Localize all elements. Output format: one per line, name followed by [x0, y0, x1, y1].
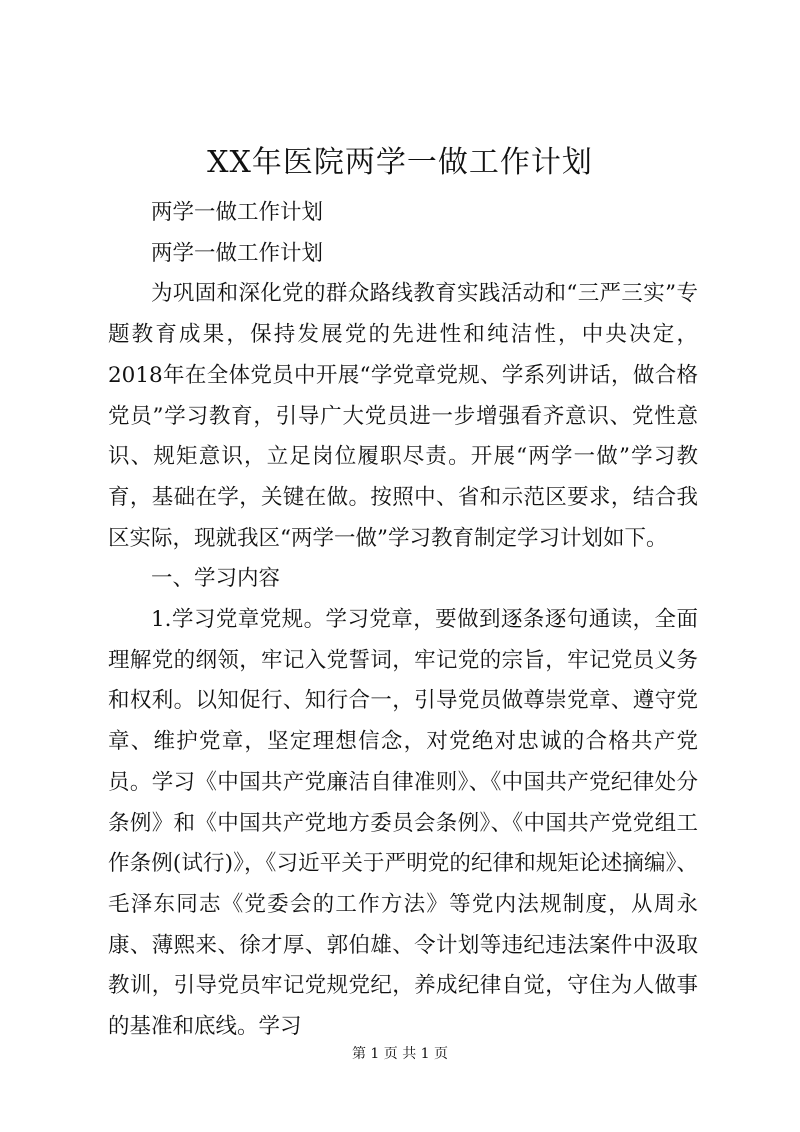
- paragraph-subtitle-2: 两学一做工作计划: [151, 240, 324, 266]
- section-heading-study-content: 一、学习内容: [151, 566, 281, 592]
- paragraph-intro: 为巩固和深化党的群众路线教育实践活动和“三严三实”专题教育成果，保持发展党的先进性和纯洁性，中央决定，2018年在全体党员中开展“学党章党规、学系列讲话，做合格党员”学习教育，引导广大党员进一步增强看齐意识、党性意识、规矩意识，立足岗位履职尽责。开展“两学一做”学习教育，基础在学，关键在做。按照中、省和示范区要求，结合我区实际，现就我区“两学一做”学习教育制定学习计划如下。: [108, 281, 698, 551]
- document-body: [108, 193, 698, 1048]
- paragraph-study-party-rules: 1.学习党章党规。学习党章，要做到逐条逐句通读，全面理解党的纲领，牢记入党誓词，牢记党的宗旨，牢记党员义务和权利。以知促行、知行合一，引导党员做尊崇党章、遵守党章、维护党章，坚定理想信念，对党绝对忠诚的合格共产党员。学习《中国共产党廉洁自律准则》、《中国共产党纪律处分条例》和《中国共产党地方委员会条例》、《中国共产党党组工作条例(试行)》，《习近平关于严明党的纪律和规矩论述摘编》、毛泽东同志《党委会的工作方法》等党内法规制度，从周永康、薄熙来、徐才厚、郭伯雄、令计划等违纪违法案件中汲取教训，引导党员牢记党规党纪，养成纪律自觉，守住为人做事的基准和底线。学习: [108, 607, 698, 1040]
- paragraph-subtitle-1: 两学一做工作计划: [151, 200, 324, 225]
- document-title: XX年医院两学一做工作计划: [207, 145, 593, 180]
- page-footer: 第 1 页 共 1 页: [351, 1046, 449, 1062]
